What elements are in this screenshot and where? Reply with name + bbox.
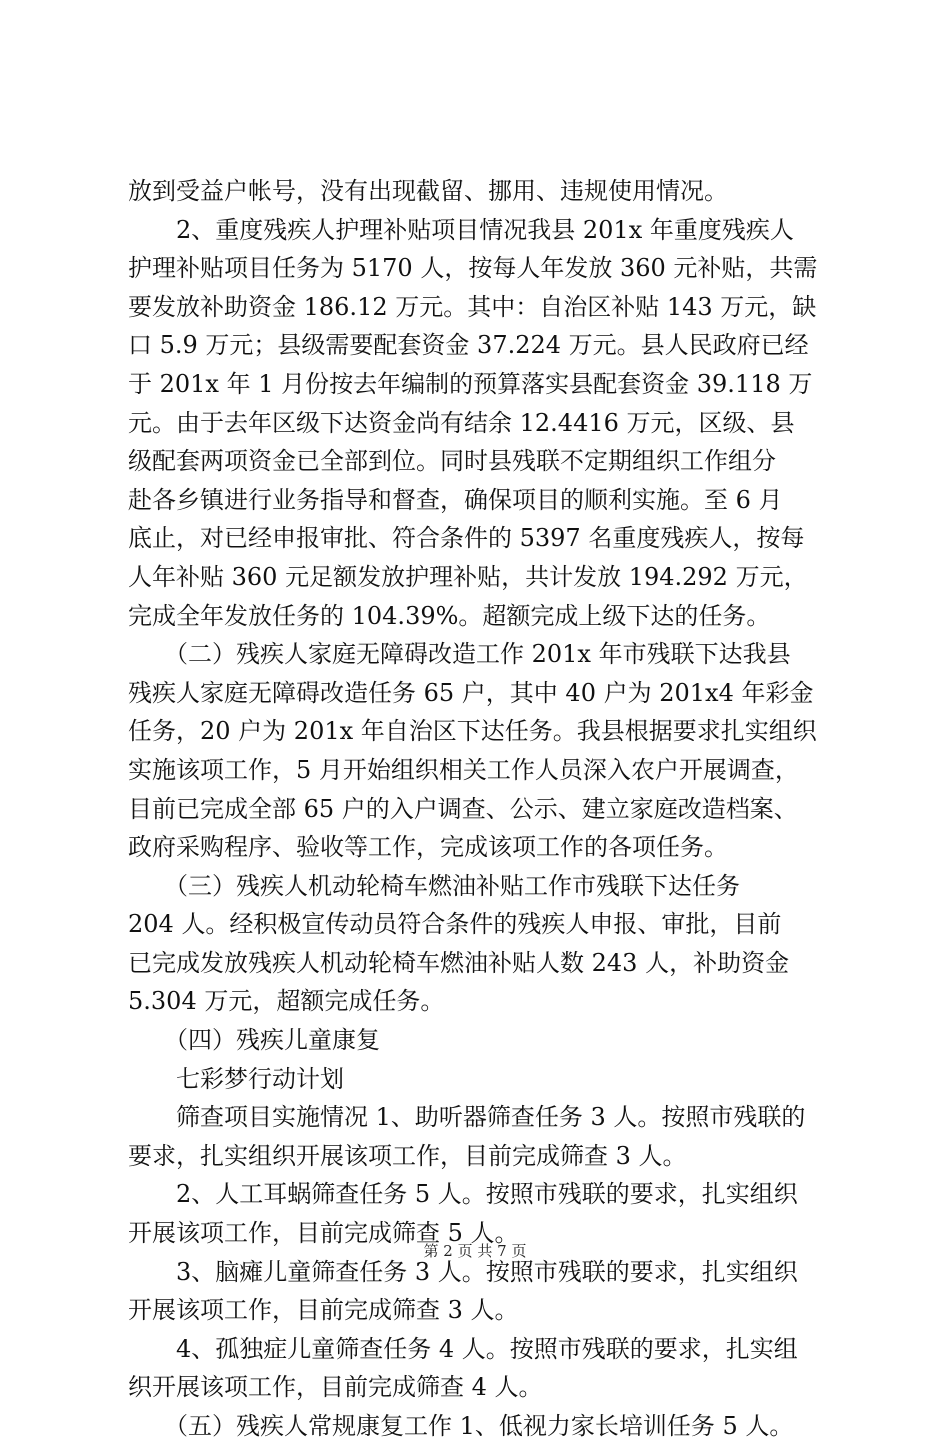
text-line: 护理补贴项目任务为 5170 人，按每人年发放 360 元补贴，共需 [128, 254, 818, 283]
text-line: 政府采购程序、验收等工作，完成该项工作的各项任务。 [128, 833, 728, 862]
text-line: 5.304 万元，超额完成任务。 [128, 987, 445, 1016]
text-line: 于 201x 年 1 月份按去年编制的预算落实县配套资金 39.118 万 [128, 369, 813, 398]
text-line: 2、重度残疾人护理补贴项目情况我县 201x 年重度残疾人 [128, 215, 794, 244]
text-line: 4、孤独症儿童筛查任务 4 人。按照市残联的要求，扎实组 [128, 1334, 798, 1363]
text-line: 实施该项工作，5 月开始组织相关工作人员深入农户开展调查， [128, 755, 799, 784]
text-line: 元。由于去年区级下达资金尚有结余 12.4416 万元，区级、县 [128, 408, 795, 437]
text-line: 七彩梦行动计划 [128, 1064, 344, 1093]
text-line: 残疾人家庭无障碍改造任务 65 户，其中 40 户为 201x4 年彩金 [128, 678, 814, 707]
text-line: 赴各乡镇进行业务指导和督查，确保项目的顺利实施。至 6 月 [128, 485, 783, 514]
text-line: 完成全年发放任务的 104.39%。超额完成上级下达的任务。 [128, 601, 771, 630]
text-line: 3、脑瘫儿童筛查任务 3 人。按照市残联的要求，扎实组织 [128, 1257, 798, 1286]
text-line: （三）残疾人机动轮椅车燃油补贴工作市残联下达任务 [128, 871, 740, 900]
text-line: 已完成发放残疾人机动轮椅车燃油补贴人数 243 人，补助资金 [128, 948, 790, 977]
text-line: 要求，扎实组织开展该项工作，目前完成筛查 3 人。 [128, 1141, 687, 1170]
text-line: 放到受益户帐号，没有出现截留、挪用、违规使用情况。 [128, 177, 728, 205]
text-line: 开展该项工作，目前完成筛查 5 人。 [128, 1219, 519, 1248]
text-line: 开展该项工作，目前完成筛查 3 人。 [128, 1296, 519, 1325]
text-line: 筛查项目实施情况 1、助听器筛查任务 3 人。按照市残联的 [128, 1103, 806, 1132]
text-line: （五）残疾人常规康复工作 1、低视力家长培训任务 5 人。 [128, 1412, 794, 1440]
text-line: 任务，20 户为 201x 年自治区下达任务。我县根据要求扎实组织 [128, 717, 817, 746]
text-line: 底止，对已经申报审批、符合条件的 5397 名重度残疾人，按每 [128, 524, 805, 553]
page-number-footer: 第 2 页 共 7 页 [423, 1242, 527, 1260]
text-line: 204 人。经积极宣传动员符合条件的残疾人申报、审批，目前 [128, 910, 782, 939]
text-line: 口 5.9 万元；县级需要配套资金 37.224 万元。县人民政府已经 [128, 331, 809, 360]
text-line: 目前已完成全部 65 户的入户调查、公示、建立家庭改造档案、 [128, 794, 798, 823]
text-line: 人年补贴 360 元足额发放护理补贴，共计发放 194.292 万元， [128, 562, 808, 591]
text-line: 2、人工耳蜗筛查任务 5 人。按照市残联的要求，扎实组织 [128, 1180, 798, 1209]
text-line: 要发放补助资金 186.12 万元。其中：自治区补贴 143 万元，缺 [128, 292, 817, 321]
text-line: 织开展该项工作，目前完成筛查 4 人。 [128, 1373, 543, 1402]
text-line: 级配套两项资金已全部到位。同时县残联不定期组织工作组分 [128, 447, 776, 476]
text-line: （二）残疾人家庭无障碍改造工作 201x 年市残联下达我县 [128, 640, 791, 669]
text-line: （四）残疾儿童康复 [128, 1026, 380, 1055]
